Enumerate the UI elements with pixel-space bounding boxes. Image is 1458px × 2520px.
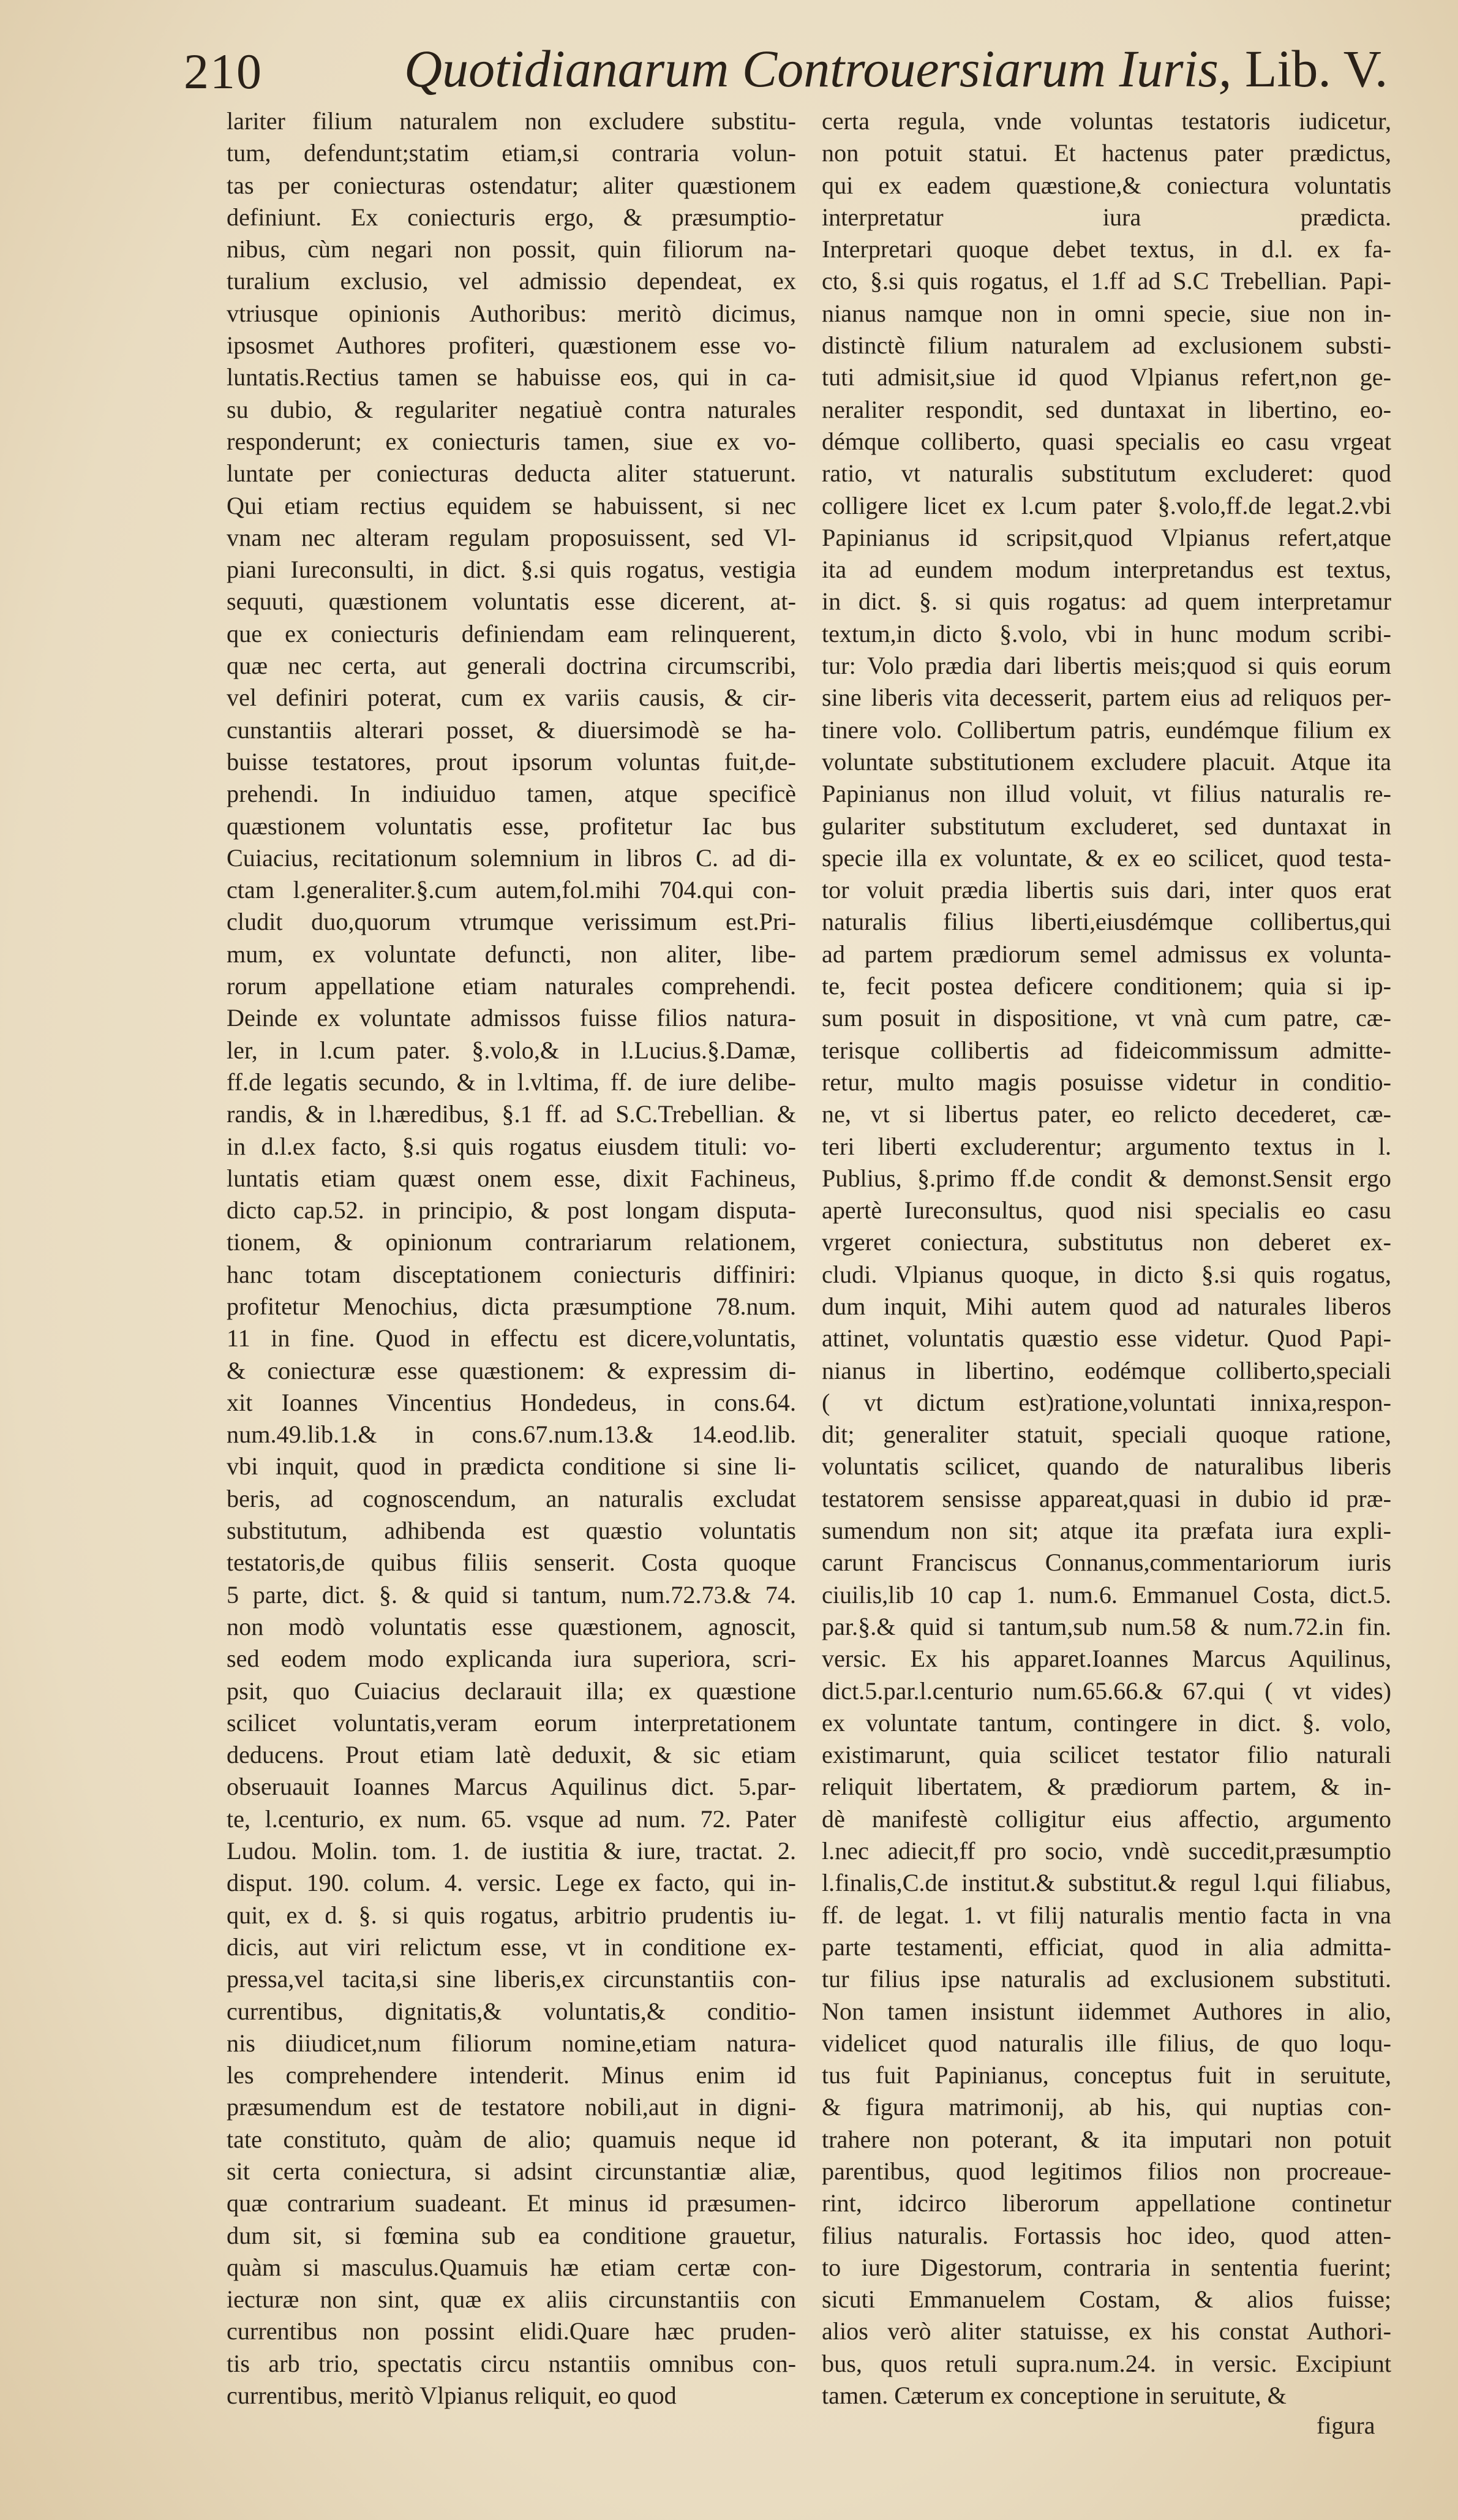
running-title-text: Quotidianarum Controuersiarum Iuris,: [404, 39, 1232, 98]
text-line: dicis, aut viri relictum esse, vt in conditione ex-: [227, 1933, 796, 1961]
text-line: iecturæ non sint, quæ ex aliis circunstantiis con: [227, 2285, 796, 2314]
text-line: deducens. Prout etiam latè deduxit, & sic etiam: [227, 1741, 796, 1769]
right-column: [822, 105, 1391, 2412]
text-line: bus, quos retuli supra.num.24. in versic. Excipiunt: [822, 2349, 1391, 2377]
text-line: retur, multo magis posuisse videtur in conditio-: [822, 1068, 1391, 1096]
text-line: beris, ad cognoscendum, an naturalis excludat: [227, 1484, 796, 1512]
text-line: quæstionem voluntatis esse, profitetur Iac bus: [227, 812, 796, 840]
text-line: trahere non poterant, & ita imputari non potuit: [822, 2125, 1391, 2153]
text-line: 5 parte, dict. §. & quid si tantum, num.72.73.& 74.: [227, 1580, 796, 1609]
text-line: tionem, & opinionum contrariarum relationem,: [227, 1228, 796, 1256]
text-line: Cuiacius, recitationum solemnium in libros C. ad di-: [227, 843, 796, 872]
text-line: Interpretari quoque debet textus, in d.l. ex fa-: [822, 235, 1391, 263]
text-line: præsumendum est de testatore nobili,aut in digni-: [227, 2093, 796, 2121]
text-line: ler, in l.cum pater. §.volo,& in l.Lucius.§.Damæ,: [227, 1036, 796, 1064]
text-line: cunstantiis alterari posset, & diuersimodè se ha-: [227, 715, 796, 744]
text-line: cludi. Vlpianus quoque, in dicto §.si quis rogatus,: [822, 1260, 1391, 1288]
text-line: ad partem prædiorum semel admissus ex volunta-: [822, 940, 1391, 968]
text-line: cto, §.si quis rogatus, el 1.ff ad S.C Trebellian. Papi-: [822, 267, 1391, 295]
text-line: vel definiri poterat, cum ex variis causis, & cir-: [227, 684, 796, 712]
text-line: dum inquit, Mihi autem quod ad naturales liberos: [822, 1292, 1391, 1320]
text-line: reliquit libertatem, & prædiorum partem, & in-: [822, 1773, 1391, 1801]
text-line: par.§.& quid si tantum,sub num.58 & num.72.in fin.: [822, 1612, 1391, 1640]
text-line: tus fuit Papinianus, conceptus fuit in seruitute,: [822, 2061, 1391, 2089]
text-line: ff.de legatis secundo, & in l.vltima, ff. de iure delibe-: [227, 1068, 796, 1096]
text-line: 11 in fine. Quod in effectu est dicere,voluntatis,: [227, 1324, 796, 1352]
text-line: dit; generaliter statuit, speciali quoque ratione,: [822, 1420, 1391, 1449]
text-line: filius naturalis. Fortassis hoc ideo, quod atten-: [822, 2221, 1391, 2249]
text-line: currentibus non possint elidi.Quare hæc pruden-: [227, 2317, 796, 2345]
text-line: Papinianus id scripsit,quod Vlpianus refert,atque: [822, 523, 1391, 551]
text-line: tur filius ipse naturalis ad exclusionem substituti.: [822, 1965, 1391, 1993]
text-line: in d.l.ex facto, §.si quis rogatus eiusdem tituli: vo-: [227, 1132, 796, 1160]
text-line: quæ nec certa, aut generali doctrina circumscribi,: [227, 652, 796, 680]
text-line: l.nec adiecit,ff pro socio, vndè succedit,præsumptio: [822, 1837, 1391, 1865]
text-line: certa regula, vnde voluntas testatoris iudicetur,: [822, 107, 1391, 135]
text-line: carunt Franciscus Connanus,commentariorum iuris: [822, 1549, 1391, 1577]
text-line: luntatis etiam quæst onem esse, dixit Fachineus,: [227, 1164, 796, 1192]
text-line: psit, quo Cuiacius declarauit illa; ex quæstione: [227, 1677, 796, 1705]
text-line: Deinde ex voluntate admissos fuisse filios natura-: [227, 1004, 796, 1032]
running-title: [404, 38, 1388, 99]
text-line: nianus namque non in omni specie, siue non in-: [822, 299, 1391, 327]
left-column: [227, 105, 796, 2412]
text-line: voluntate substitutionem excludere placuit. Atque ita: [822, 747, 1391, 775]
text-line: tinere volo. Collibertum patris, eundémque filium ex: [822, 715, 1391, 744]
text-line: Non tamen insistunt iidemmet Authores in alio,: [822, 1997, 1391, 2025]
book-number: Lib. V.: [1244, 39, 1388, 98]
text-line: gulariter substitutum excluderet, sed duntaxat in: [822, 812, 1391, 840]
text-line: sit certa coniectura, si adsint circunstantiæ aliæ,: [227, 2157, 796, 2185]
text-line: non modò voluntatis esse quæstionem, agnoscit,: [227, 1612, 796, 1640]
text-line: te, l.centurio, ex num. 65. vsque ad num. 72. Pater: [227, 1805, 796, 1833]
text-line: piani Iureconsulti, in dict. §.si quis rogatus, vestigia: [227, 556, 796, 584]
text-line: sicuti Emmanuelem Costam, & alios fuisse;: [822, 2285, 1391, 2314]
text-line: scilicet voluntatis,veram eorum interpretationem: [227, 1708, 796, 1737]
text-line: dè manifestè colligitur eius affectio, argumento: [822, 1805, 1391, 1833]
text-line: Ludou. Molin. tom. 1. de iustitia & iure, tractat. 2.: [227, 1837, 796, 1865]
text-line: mum, ex voluntate defuncti, non aliter, libe-: [227, 940, 796, 968]
text-line: ex voluntate tantum, contingere in dict. §. volo,: [822, 1708, 1391, 1737]
text-line: rint, idcirco liberorum appellatione continetur: [822, 2189, 1391, 2217]
text-line: dicto cap.52. in principio, & post longam disputa-: [227, 1196, 796, 1224]
text-line: cludit duo,quorum vtrumque verissimum est.Pri-: [227, 908, 796, 936]
catchword: figura: [1317, 2412, 1375, 2439]
text-line: sine liberis vita decesserit, partem eius ad reliquos per-: [822, 684, 1391, 712]
text-line: sumendum non sit; atque ita præfata iura expli-: [822, 1517, 1391, 1545]
text-line: vrgeret coniectura, substitutus non deberet ex-: [822, 1228, 1391, 1256]
text-line: quit, ex d. §. si quis rogatus, arbitrio prudentis iu-: [227, 1901, 796, 1929]
text-line: turalium exclusio, vel admissio dependeat, ex: [227, 267, 796, 295]
text-line: voluntatis scilicet, quando de naturalibus liberis: [822, 1452, 1391, 1481]
text-line: tate constituto, quàm de alio; quamuis neque id: [227, 2125, 796, 2153]
text-line: alios verò aliter statuisse, ex his constat Authori-: [822, 2317, 1391, 2345]
text-line: Publius, §.primo ff.de condit & demonst.Sensit ergo: [822, 1164, 1391, 1192]
text-line: les comprehendere intenderit. Minus enim id: [227, 2061, 796, 2089]
page-number: 210: [184, 43, 263, 99]
text-line: tur: Volo prædia dari libertis meis;quod si quis eorum: [822, 652, 1391, 680]
text-line: & figura matrimonij, ab his, qui nuptias con-: [822, 2093, 1391, 2121]
text-line: tas per coniecturas ostendatur; aliter quæstionem: [227, 171, 796, 199]
text-line: specie illa ex voluntate, & ex eo scilicet, quod testa-: [822, 843, 1391, 872]
text-line: ff. de legat. 1. vt filij naturalis mentio facta in vna: [822, 1901, 1391, 1929]
text-line: buisse testatores, prout ipsorum voluntas fuit,de-: [227, 747, 796, 775]
text-line: existimarunt, quia scilicet testator filio naturali: [822, 1741, 1391, 1769]
text-line: Papinianus non illud voluit, vt filius naturalis re-: [822, 780, 1391, 808]
text-line: teri liberti excluderentur; argumento textus in l.: [822, 1132, 1391, 1160]
text-line: currentibus, meritò Vlpianus reliquit, eo quod: [227, 2382, 677, 2410]
text-line: neraliter respondit, sed duntaxat in libertino, eo-: [822, 395, 1391, 423]
text-line: ctam l.generaliter.§.cum autem,fol.mihi 704.qui con-: [227, 876, 796, 904]
text-line: démque colliberto, quasi specialis eo casu vrgeat: [822, 427, 1391, 455]
text-line: substitutum, adhibenda est quæstio voluntatis: [227, 1517, 796, 1545]
text-line: xit Ioannes Vincentius Hondedeus, in cons.64.: [227, 1388, 796, 1416]
page-header: [184, 36, 1388, 103]
text-line: vnam nec alteram regulam proposuissent, sed Vl-: [227, 523, 796, 551]
text-line: responderunt; ex coniecturis tamen, siue ex vo-: [227, 427, 796, 455]
text-line: quàm si masculus.Quamuis hæ etiam certæ con-: [227, 2253, 796, 2281]
text-line: luntate per coniecturas deducta aliter statuerunt.: [227, 459, 796, 488]
text-line: hanc totam disceptationem coniecturis diffiniri:: [227, 1260, 796, 1288]
text-line: & coniecturæ esse quæstionem: & expressim di-: [227, 1356, 796, 1384]
text-line: testatorem sensisse appareat,quasi in dubio id præ-: [822, 1484, 1391, 1512]
text-line: luntatis.Rectius tamen se habuisse eos, qui in ca-: [227, 363, 796, 391]
text-line: vbi inquit, quod in prædicta conditione si sine li-: [227, 1452, 796, 1481]
text-line: rorum appellatione etiam naturales comprehendi.: [227, 972, 796, 1000]
text-line: sum posuit in dispositione, vt vnà cum patre, cæ-: [822, 1004, 1391, 1032]
text-line: nianus in libertino, eodémque colliberto,speciali: [822, 1356, 1391, 1384]
text-line: nis diiudicet,num filiorum nomine,etiam natura-: [227, 2029, 796, 2057]
text-line: ne, vt si libertus pater, eo relicto decederet, cæ-: [822, 1100, 1391, 1128]
text-line: interpretatur iura prædicta.: [822, 203, 1391, 231]
text-line: nibus, cùm negari non possit, quin filiorum na-: [227, 235, 796, 263]
text-line: lariter filium naturalem non excludere substitu-: [227, 107, 796, 135]
text-line: obseruauit Ioannes Marcus Aquilinus dict. 5.par-: [227, 1773, 796, 1801]
text-line: disput. 190. colum. 4. versic. Lege ex facto, qui in-: [227, 1869, 796, 1897]
text-line: attinet, voluntatis quæstio esse videtur. Quod Papi-: [822, 1324, 1391, 1352]
text-line: ( vt dictum est)ratione,voluntati innixa,respon-: [822, 1388, 1391, 1416]
text-line: textum,in dicto §.volo, vbi in hunc modum scribi-: [822, 619, 1391, 647]
text-line: tor voluit prædia libertis suis dari, inter quos erat: [822, 876, 1391, 904]
text-line: num.49.lib.1.& in cons.67.num.13.& 14.eod.lib.: [227, 1420, 796, 1449]
text-line: distinctè filium naturalem ad exclusionem substi-: [822, 331, 1391, 360]
text-line: to iure Digestorum, contraria in sententia fuerint;: [822, 2253, 1391, 2281]
text-line: currentibus, dignitatis,& voluntatis,& conditio-: [227, 1997, 796, 2025]
text-line: naturalis filius liberti,eiusdémque collibertus,qui: [822, 908, 1391, 936]
text-line: tamen. Cæterum ex conceptione in seruitute, &: [822, 2382, 1287, 2410]
text-line: quæ contrarium suadeant. Et minus id præsumen-: [227, 2189, 796, 2217]
text-line: dict.5.par.l.centurio num.65.66.& 67.qui ( vt vides): [822, 1677, 1391, 1705]
text-line: profitetur Menochius, dicta præsumptione 78.num.: [227, 1292, 796, 1320]
text-line: sed eodem modo explicanda iura superiora, scri-: [227, 1645, 796, 1673]
text-line: l.finalis,C.de institut.& substitut.& regul l.qui filiabus,: [822, 1869, 1391, 1897]
text-line: parte testamenti, efficiat, quod in alia admitta-: [822, 1933, 1391, 1961]
text-line: Qui etiam rectius equidem se habuissent, si nec: [227, 491, 796, 519]
text-line: in dict. §. si quis rogatus: ad quem interpretamur: [822, 587, 1391, 616]
text-line: sequuti, quæstionem voluntatis esse dicerent, at-: [227, 587, 796, 616]
text-line: ciuilis,lib 10 cap 1. num.6. Emmanuel Costa, dict.5.: [822, 1580, 1391, 1609]
text-line: pressa,vel tacita,si sine liberis,ex circunstantiis con-: [227, 1965, 796, 1993]
text-line: colligere licet ex l.cum pater §.volo,ff.de legat.2.vbi: [822, 491, 1391, 519]
text-line: ratio, vt naturalis substitutum excluderet: quod: [822, 459, 1391, 488]
text-line: testatoris,de quibus filiis senserit. Costa quoque: [227, 1549, 796, 1577]
text-line: tum, defendunt;statim etiam,si contraria volun-: [227, 139, 796, 167]
text-line: non potuit statui. Et hactenus pater prædictus,: [822, 139, 1391, 167]
text-line: versic. Ex his apparet.Ioannes Marcus Aquilinus,: [822, 1645, 1391, 1673]
text-line: randis, & in l.hæredibus, §.1 ff. ad S.C.Trebellian. &: [227, 1100, 796, 1128]
text-line: que ex coniecturis definiendam eam relinquerent,: [227, 619, 796, 647]
text-line: ipsosmet Authores profiteri, quæstionem esse vo-: [227, 331, 796, 360]
text-line: definiunt. Ex coniecturis ergo, & præsumptio-: [227, 203, 796, 231]
text-line: apertè Iureconsultus, quod nisi specialis eo casu: [822, 1196, 1391, 1224]
text-line: tis arb trio, spectatis circu nstantiis omnibus con-: [227, 2349, 796, 2377]
text-line: qui ex eadem quæstione,& coniectura voluntatis: [822, 171, 1391, 199]
text-line: prehendi. In indiuiduo tamen, atque specificè: [227, 780, 796, 808]
text-line: videlicet quod naturalis ille filius, de quo loqu-: [822, 2029, 1391, 2057]
text-line: te, fecit postea deficere conditionem; quia si ip-: [822, 972, 1391, 1000]
text-line: su dubio, & regulariter negatiuè contra naturales: [227, 395, 796, 423]
text-line: parentibus, quod legitimos filios non procreaue-: [822, 2157, 1391, 2185]
text-line: dum sit, si fœmina sub ea conditione grauetur,: [227, 2221, 796, 2249]
text-line: terisque collibertis ad fideicommissum admitte-: [822, 1036, 1391, 1064]
text-line: ita ad eundem modum interpretandus est textus,: [822, 556, 1391, 584]
text-line: tuti admisit,siue id quod Vlpianus refert,non ge-: [822, 363, 1391, 391]
text-line: vtriusque opinionis Authoribus: meritò dicimus,: [227, 299, 796, 327]
